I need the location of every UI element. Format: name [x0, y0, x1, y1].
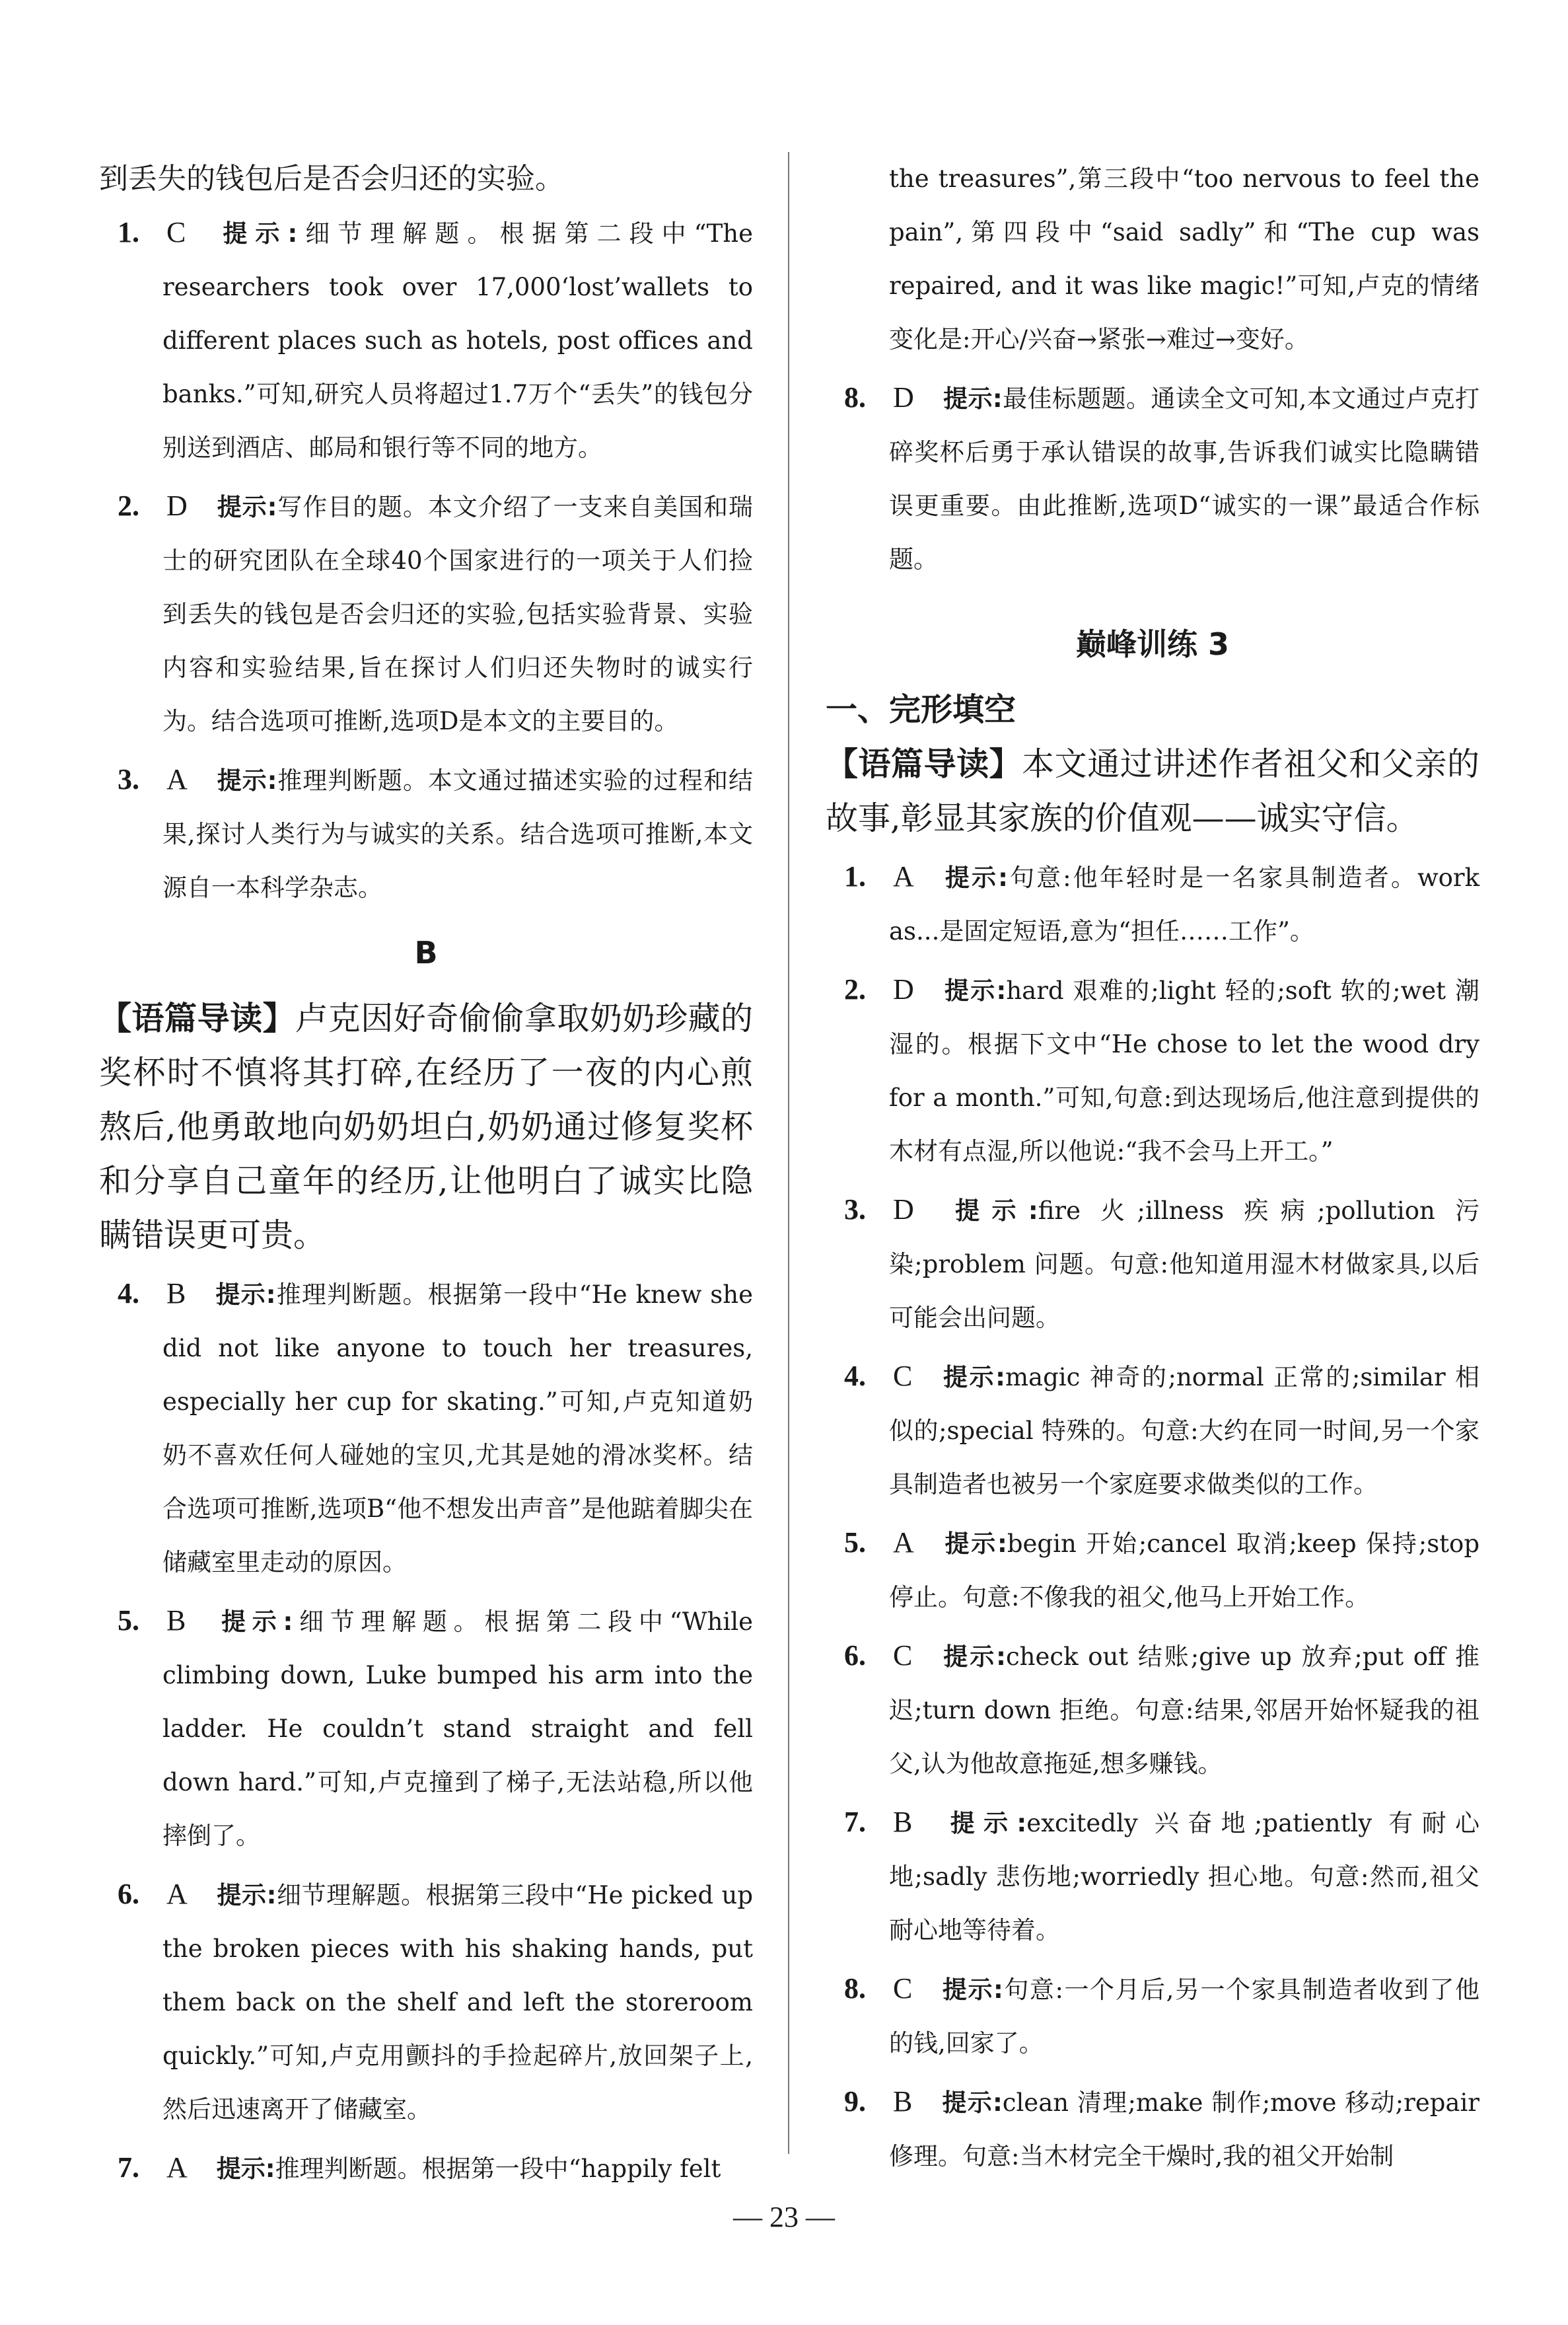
item-text: 句意:一个月后,另一个家具制造者收到了他的钱,回家了。 — [889, 1975, 1480, 2057]
answer-item — [826, 1183, 1479, 1345]
item-number: 3. — [844, 1193, 866, 1226]
item-number: 8. — [844, 1972, 866, 2005]
tip-label: 提示: — [216, 2155, 275, 2183]
item-text: 推理判断题。根据第一段中“happily felt — [275, 2155, 721, 2183]
item-number: 8. — [844, 381, 866, 414]
item-number: 5. — [118, 1604, 139, 1637]
section-b-title: B — [414, 935, 438, 971]
item-answer: A — [893, 1526, 914, 1559]
answer-item — [826, 2075, 1479, 2183]
item-answer: D — [893, 381, 914, 414]
answer-list-a — [99, 205, 753, 914]
item-number: 4. — [844, 1360, 866, 1392]
item-answer: A — [166, 1878, 188, 1910]
answer-item — [99, 753, 753, 914]
item-answer: B — [893, 1806, 913, 1838]
item-number: 6. — [118, 1878, 139, 1910]
answer-item — [99, 1594, 753, 1863]
answer-item — [826, 963, 1479, 1178]
tip-label: 提示: — [943, 385, 1003, 413]
tip-label: 提示: — [215, 1607, 293, 1636]
answer-item-8 — [826, 371, 1479, 586]
guide-c-text: 本文通过讲述作者祖父和父亲的故事,彰显其家族的价值观——诚实守信。 — [826, 745, 1479, 837]
item-answer: A — [893, 860, 914, 893]
item-text: 细节理解题。根据第三段中“He picked up the broken pieces with his shaking hands, put them back on the shelf and left the storeroom quickly.”可知,卢克用颤抖的手捡起碎片,放回架子上,然后迅速离开了储藏室。 — [162, 1881, 753, 2123]
item-number: 9. — [844, 2085, 866, 2118]
intro-continuation: 到丢失的钱包后是否会归还的实验。 — [99, 162, 564, 196]
item-answer: C — [166, 216, 186, 248]
right-column — [826, 152, 1479, 2188]
answer-item — [99, 205, 753, 474]
item-number: 1. — [844, 860, 866, 893]
item-text: 句意:他年轻时是一名家具制造者。work as...是固定短语,意为“担任……工作”。 — [889, 864, 1480, 945]
item-number: 1. — [118, 216, 139, 248]
tip-label: 提示: — [216, 766, 277, 795]
answer-item — [99, 2141, 753, 2196]
tip-label: 提示: — [941, 1809, 1027, 1837]
tip-label: 提示: — [215, 1280, 276, 1309]
answer-list-b — [99, 1267, 753, 2196]
item-number: 7. — [118, 2151, 139, 2184]
answer-item — [826, 850, 1479, 958]
answer-item — [99, 1267, 753, 1589]
tip-label: 提示: — [941, 1975, 1003, 2004]
answer-list-c — [826, 850, 1479, 2183]
item-answer: C — [893, 1639, 913, 1672]
answer-item — [826, 1962, 1479, 2070]
item-number: 7. — [844, 1806, 866, 1838]
item-number: 2. — [844, 973, 866, 1006]
tip-label: 提示: — [943, 1530, 1007, 1558]
continuation-item-7: the treasures”,第三段中“too nervous to feel the pain”,第四段中“said sadly”和“The cup was repaired, and it was like magic!”可知,卢克的情绪变化是:开心/兴奋→紧张→难过→变好。 — [889, 165, 1479, 353]
item-text: clean 清理;make 制作;move 移动;repair 修理。句意:当木材完全干燥时,我的祖父开始制 — [889, 2088, 1479, 2170]
item-text: excitedly 兴奋地;patiently 有耐心地;sadly 悲伤地;worriedly 担心地。句意:然而,祖父耐心地等待着。 — [889, 1809, 1479, 1944]
tip-label: 提示: — [941, 1363, 1005, 1391]
item-text: magic 神奇的;normal 正常的;similar 相似的;special 特殊的。句意:大约在同一时间,另一个家具制造者也被另一个家庭要求做类似的工作。 — [889, 1363, 1479, 1498]
item-answer: A — [166, 2151, 188, 2184]
guide-b-label: 【语篇导读】 — [99, 999, 296, 1037]
answer-item — [99, 1867, 753, 2136]
guide-b-text: 卢克因好奇偷偷拿取奶奶珍藏的奖杯时不慎将其打碎,在经历了一夜的内心煎熬后,他勇敢地向奶奶坦白,奶奶通过修复奖杯和分享自己童年的经历,让他明白了诚实比隐瞒错误更可贵。 — [99, 1000, 753, 1254]
item-text: 写作目的题。本文介绍了一支来自美国和瑞士的研究团队在全球40个国家进行的一项关于人们捡到丢失的钱包是否会归还的实验,包括实验背景、实验内容和实验结果,旨在探讨人们归还失物时的诚实行为。结合选项可推断,选项D是本文的主要目的。 — [162, 493, 754, 735]
item-number: 2. — [118, 490, 139, 522]
tip-label: 提示: — [941, 2088, 1003, 2117]
item-text: 推理判断题。本文通过描述实验的过程和结果,探讨人类行为与诚实的关系。结合选项可推断,本文源自一本科学杂志。 — [162, 766, 754, 902]
item-answer: B — [893, 2085, 913, 2118]
guide-b — [99, 991, 753, 1263]
item-text: 最佳标题题。通读全文可知,本文通过卢克打碎奖杯后勇于承认错误的故事,告诉我们诚实比隐瞒错误更重要。由此推断,选项D“诚实的一课”最适合作标题。 — [889, 385, 1480, 573]
answer-item — [826, 1629, 1479, 1790]
item-text: 推理判断题。根据第一段中“He knew she did not like anyone to touch her treasures, especially her cup for skating.”可知,卢克知道奶奶不喜欢任何人碰她的宝贝,尤其是她的滑冰奖杯。结合选项可推断,选项B“他不想发出声音”是他踮着脚尖在储藏室里走动的原因。 — [162, 1280, 753, 1576]
answer-item — [826, 1349, 1479, 1511]
item-text: fire 火;illness 疾病;pollution 污染;problem 问题。句意:他知道用湿木材做家具,以后可能会出问题。 — [889, 1197, 1479, 1332]
item-answer: D — [166, 490, 188, 522]
item-number: 5. — [844, 1526, 866, 1559]
answer-item — [99, 479, 753, 748]
left-column — [99, 152, 753, 2200]
item-number: 6. — [844, 1639, 866, 1672]
answer-item — [826, 1795, 1479, 1957]
item-answer: A — [166, 763, 188, 795]
tip-label: 提示: — [216, 1881, 277, 1909]
item-number: 4. — [118, 1277, 139, 1310]
guide-c — [826, 737, 1479, 846]
tip-label: 提示: — [943, 864, 1008, 892]
tip-label: 提示: — [943, 1197, 1038, 1225]
item-text: 细节理解题。根据第二段中“The researchers took over 17,000‘lost’wallets to different places such as hotels, post offices and banks.”可知,研究人员将超过1.7万个“丢失”的钱包分别送到酒店、邮局和银行等不同的地方。 — [162, 219, 754, 462]
item-text: hard 艰难的;light 轻的;soft 软的;wet 潮湿的。根据下文中“He chose to let the wood dry for a month.”可知,句意:到达现场后,他注意到提供的木材有点湿,所以他说:“我不会马上开工。” — [889, 977, 1480, 1165]
tip-label: 提示: — [215, 219, 298, 248]
item-answer: C — [893, 1972, 913, 2005]
page-number: — 23 — — [733, 2201, 835, 2233]
item-answer: D — [893, 973, 914, 1006]
item-answer: B — [166, 1277, 186, 1310]
item-text: 细节理解题。根据第二段中“While climbing down, Luke bumped his arm into the ladder. He couldn’t stand straight and fell down hard.”可知,卢克撞到了梯子,无法站稳,所以他摔倒了。 — [162, 1607, 753, 1850]
item-text: check out 结账;give up 放弃;put off 推迟;turn down 拒绝。句意:结果,邻居开始怀疑我的祖父,认为他故意拖延,想多赚钱。 — [889, 1642, 1480, 1778]
item-answer: D — [893, 1193, 914, 1226]
item-number: 3. — [118, 763, 139, 795]
guide-c-label: 【语篇导读】 — [826, 745, 1022, 783]
tip-label: 提示: — [941, 1642, 1006, 1671]
answer-item — [826, 1516, 1479, 1624]
item-answer: B — [166, 1604, 186, 1637]
tip-label: 提示: — [943, 977, 1007, 1005]
tip-label: 提示: — [216, 493, 277, 521]
part-title: 一、完形填空 — [826, 691, 1016, 728]
item-answer: C — [893, 1360, 913, 1392]
item-text: begin 开始;cancel 取消;keep 保持;stop 停止。句意:不像我的祖父,他马上开始工作。 — [889, 1530, 1480, 1611]
training-title: 巅峰训练 3 — [1075, 626, 1230, 662]
column-divider — [788, 152, 789, 2154]
